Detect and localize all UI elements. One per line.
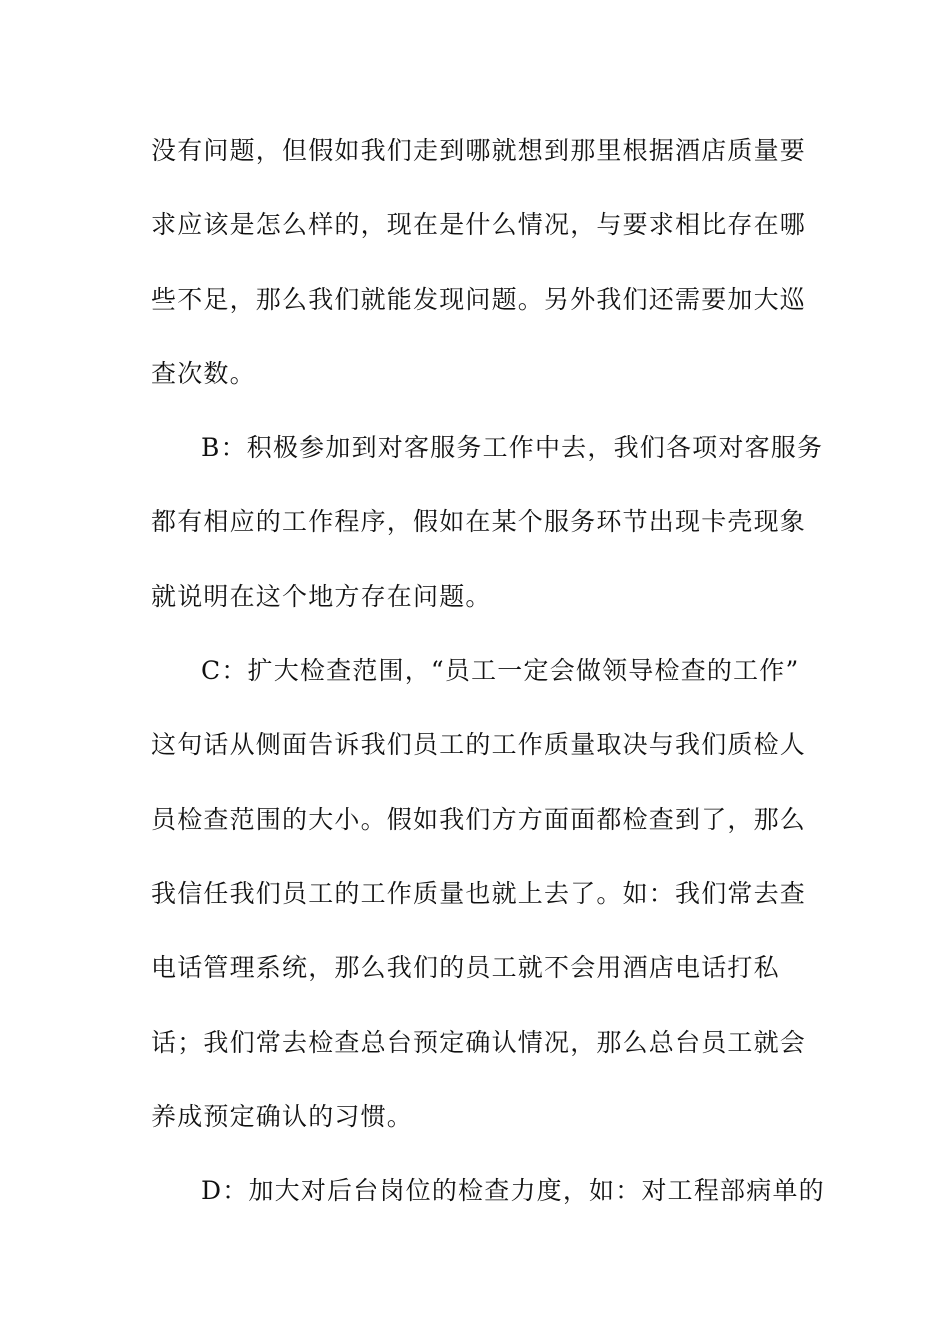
paragraph-d-start: D：加大对后台岗位的检查力度，如：对工程部病单的 [201,1176,825,1206]
paragraph-b-start: B：积极参加到对客服务工作中去，我们各项对客服务 [201,433,824,463]
text-line: 员检查范围的大小。假如我们方方面面都检查到了，那么 [151,804,807,834]
text-line: 养成预定确认的习惯。 [151,1101,414,1131]
text-line: 求应该是怎么样的，现在是什么情况，与要求相比存在哪 [151,210,807,240]
text-line: 些不足，那么我们就能发现问题。另外我们还需要加大巡 [151,284,807,314]
text-line: 电话管理系统，那么我们的员工就不会用酒店电话打私 [151,953,780,983]
paragraph-c-start: C：扩大检查范围，“员工一定会做领导检查的工作” [201,656,800,686]
text-line: 我信任我们员工的工作质量也就上去了。如：我们常去查 [151,878,807,908]
text-line: 都有相应的工作程序，假如在某个服务环节出现卡壳现象 [151,507,807,537]
body-text [151,126,825,1240]
text-line: 查次数。 [151,358,256,388]
text-line: 话；我们常去检查总台预定确认情况，那么总台员工就会 [151,1027,807,1057]
text-line: 就说明在这个地方存在问题。 [151,581,492,611]
text-line: 这句话从侧面告诉我们员工的工作质量取决与我们质检人 [151,730,807,760]
text-line: 没有问题，但假如我们走到哪就想到那里根据酒店质量要 [151,136,807,165]
